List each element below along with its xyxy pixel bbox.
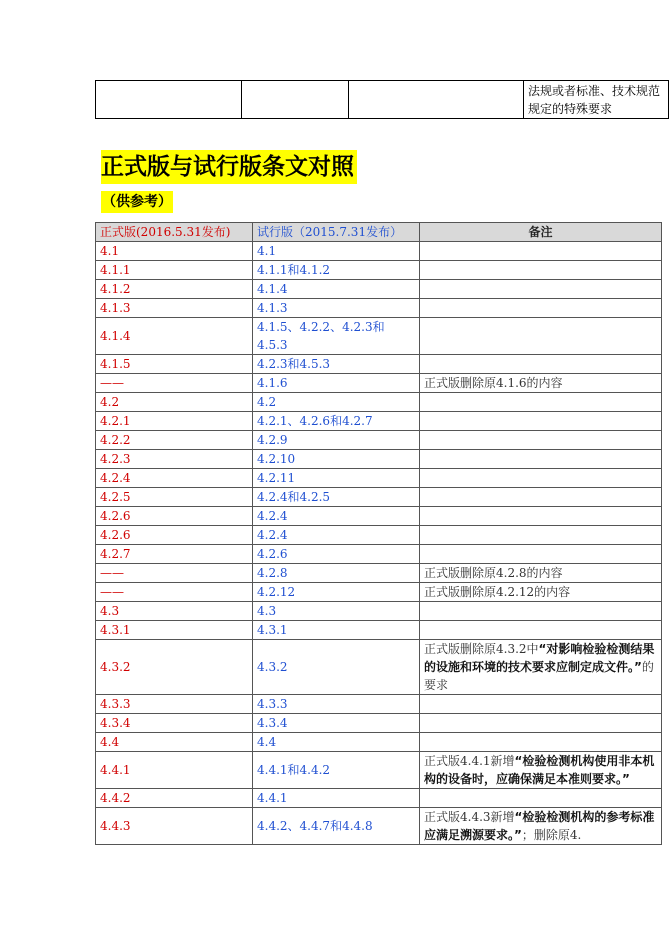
formal-clause-cell: —— — [96, 583, 253, 602]
table-row — [96, 545, 662, 564]
remark-cell: 正式版删除原4.2.12的内容 — [420, 583, 662, 602]
formal-clause-cell: 4.1.5 — [96, 355, 253, 374]
formal-clause-cell: 4.4.1 — [96, 752, 253, 789]
trial-clause-cell: 4.3 — [253, 602, 420, 621]
trial-clause-cell: 4.2.12 — [253, 583, 420, 602]
remark-cell — [420, 714, 662, 733]
table-row — [96, 640, 662, 695]
table-row — [96, 602, 662, 621]
formal-clause-cell: 4.1.4 — [96, 318, 253, 355]
table-row — [96, 261, 662, 280]
formal-clause-cell: 4.1 — [96, 242, 253, 261]
trial-clause-cell: 4.1.6 — [253, 374, 420, 393]
table-row — [96, 280, 662, 299]
formal-clause-cell: 4.4 — [96, 733, 253, 752]
remark-cell — [420, 261, 662, 280]
remark-quoted-text: “对影响检验检测结果的设施和环境的技术要求应制定成文件。” — [424, 642, 655, 674]
remark-cell — [420, 621, 662, 640]
table-row — [96, 355, 662, 374]
remark-cell — [420, 355, 662, 374]
trial-clause-cell: 4.2.8 — [253, 564, 420, 583]
table-row — [96, 733, 662, 752]
remark-cell — [420, 299, 662, 318]
remark-cell: 正式版删除原4.1.6的内容 — [420, 374, 662, 393]
comparison-table — [95, 222, 662, 845]
table-row — [96, 450, 662, 469]
trial-clause-cell: 4.2.9 — [253, 431, 420, 450]
table-row — [96, 714, 662, 733]
trial-clause-cell: 4.1.5、4.2.2、4.2.3和4.5.3 — [253, 318, 420, 355]
remark-cell — [420, 752, 662, 789]
trial-clause-cell: 4.2.4 — [253, 507, 420, 526]
remark-cell — [420, 808, 662, 845]
trial-clause-cell: 4.4 — [253, 733, 420, 752]
remark-cell — [420, 393, 662, 412]
trial-clause-cell: 4.4.1 — [253, 789, 420, 808]
formal-clause-cell: 4.4.3 — [96, 808, 253, 845]
remark-cell: 正式版删除原4.2.8的内容 — [420, 564, 662, 583]
header-remarks: 备注 — [420, 223, 662, 242]
formal-clause-cell: 4.3.2 — [96, 640, 253, 695]
remark-cell — [420, 469, 662, 488]
formal-clause-cell: 4.2.6 — [96, 526, 253, 545]
trial-clause-cell: 4.2.4和4.2.5 — [253, 488, 420, 507]
table-row — [96, 242, 662, 261]
remark-quoted-text: “检验检测机构的参考标准应满足溯源要求。” — [424, 810, 655, 842]
table-row — [96, 789, 662, 808]
remark-cell — [420, 602, 662, 621]
formal-clause-cell: 4.2 — [96, 393, 253, 412]
page-subtitle: （供参考） — [101, 191, 173, 213]
trial-clause-cell: 4.1 — [253, 242, 420, 261]
remark-cell — [420, 488, 662, 507]
remark-cell — [420, 318, 662, 355]
trial-clause-cell: 4.3.3 — [253, 695, 420, 714]
trial-clause-cell: 4.1.1和4.1.2 — [253, 261, 420, 280]
formal-clause-cell: 4.3.3 — [96, 695, 253, 714]
table-row — [96, 695, 662, 714]
remark-cell — [420, 280, 662, 299]
formal-clause-cell: 4.2.2 — [96, 431, 253, 450]
trial-clause-cell: 4.2.6 — [253, 545, 420, 564]
header-trial-version: 试行版（2015.7.31发布） — [253, 223, 420, 242]
remark-text: 正式版4.4.1新增 — [424, 754, 515, 768]
table-row — [96, 469, 662, 488]
remark-text: 正式版4.4.3新增 — [424, 810, 515, 824]
remark-cell — [420, 733, 662, 752]
special-requirements-cell: 法规或者标准、技术规范规定的特殊要求 — [524, 81, 669, 119]
table-row — [96, 526, 662, 545]
header-formal-version: 正式版(2016.5.31发布) — [96, 223, 253, 242]
remark-cell — [420, 640, 662, 695]
remark-cell — [420, 789, 662, 808]
remark-cell — [420, 526, 662, 545]
formal-clause-cell: 4.3.4 — [96, 714, 253, 733]
remark-text-suffix: 的要求 — [424, 660, 654, 692]
formal-clause-cell: —— — [96, 374, 253, 393]
trial-clause-cell: 4.1.4 — [253, 280, 420, 299]
trial-clause-cell: 4.2 — [253, 393, 420, 412]
formal-clause-cell: 4.4.2 — [96, 789, 253, 808]
trial-clause-cell: 4.1.3 — [253, 299, 420, 318]
table-row — [96, 488, 662, 507]
table-row — [96, 318, 662, 355]
remark-cell — [420, 412, 662, 431]
top-table-fragment — [95, 80, 669, 119]
table-row — [96, 81, 669, 119]
formal-clause-cell: 4.2.6 — [96, 507, 253, 526]
remark-text: 正式版删除原4.3.2中 — [424, 642, 539, 656]
formal-clause-cell: 4.1.3 — [96, 299, 253, 318]
trial-clause-cell: 4.2.1、4.2.6和4.2.7 — [253, 412, 420, 431]
table-header-row — [96, 223, 662, 242]
page-title: 正式版与试行版条文对照 — [101, 150, 357, 184]
table-row — [96, 412, 662, 431]
trial-clause-cell: 4.2.4 — [253, 526, 420, 545]
formal-clause-cell: 4.2.3 — [96, 450, 253, 469]
table-row — [96, 621, 662, 640]
remark-text-suffix: ；删除原4. — [521, 828, 582, 842]
table-row — [96, 808, 662, 845]
remark-cell — [420, 507, 662, 526]
trial-clause-cell: 4.3.4 — [253, 714, 420, 733]
table-row — [96, 752, 662, 789]
formal-clause-cell: —— — [96, 564, 253, 583]
trial-clause-cell: 4.2.10 — [253, 450, 420, 469]
table-row — [96, 583, 662, 602]
table-row — [96, 431, 662, 450]
remark-cell — [420, 242, 662, 261]
remark-cell — [420, 450, 662, 469]
remark-cell — [420, 431, 662, 450]
remark-cell — [420, 545, 662, 564]
table-row — [96, 507, 662, 526]
trial-clause-cell: 4.2.3和4.5.3 — [253, 355, 420, 374]
table-row — [96, 564, 662, 583]
formal-clause-cell: 4.3 — [96, 602, 253, 621]
table-row — [96, 299, 662, 318]
formal-clause-cell: 4.3.1 — [96, 621, 253, 640]
formal-clause-cell: 4.2.1 — [96, 412, 253, 431]
remark-quoted-text: “检验检测机构使用非本机构的设备时，应确保满足本准则要求。” — [424, 754, 655, 786]
trial-clause-cell: 4.4.2、4.4.7和4.4.8 — [253, 808, 420, 845]
formal-clause-cell: 4.2.5 — [96, 488, 253, 507]
table-row — [96, 393, 662, 412]
trial-clause-cell: 4.3.2 — [253, 640, 420, 695]
formal-clause-cell: 4.2.7 — [96, 545, 253, 564]
trial-clause-cell: 4.2.11 — [253, 469, 420, 488]
formal-clause-cell: 4.1.1 — [96, 261, 253, 280]
trial-clause-cell: 4.4.1和4.4.2 — [253, 752, 420, 789]
trial-clause-cell: 4.3.1 — [253, 621, 420, 640]
remark-cell — [420, 695, 662, 714]
table-row — [96, 374, 662, 393]
formal-clause-cell: 4.2.4 — [96, 469, 253, 488]
formal-clause-cell: 4.1.2 — [96, 280, 253, 299]
